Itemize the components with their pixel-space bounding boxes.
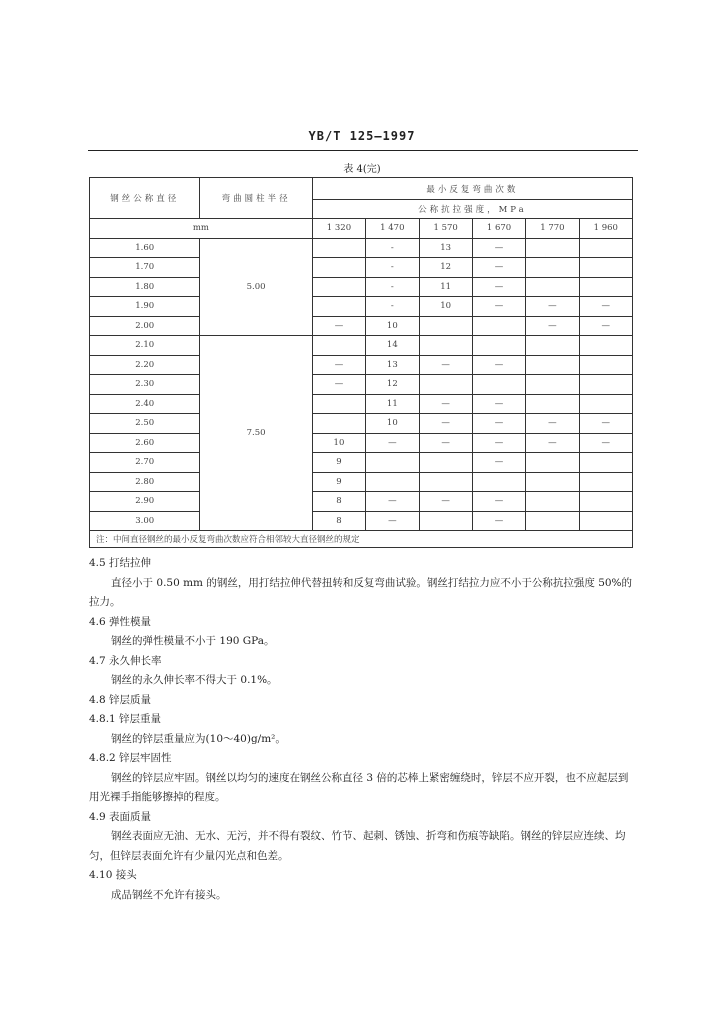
bend-test-table [89,177,633,548]
bend-count-cell [312,277,365,297]
bend-count-cell: 13 [419,238,472,258]
strength-header: 1 960 [579,219,632,239]
bend-count-cell: — [472,492,525,512]
bend-count-cell [419,472,472,492]
header-radius: 弯曲圆柱半径 [200,178,312,219]
header-bends: 最小反复弯曲次数 [312,178,632,200]
diameter-cell: 2.10 [90,336,200,356]
section-text: 钢丝的锌层应牢固。钢丝以均匀的速度在钢丝公称直径 3 倍的芯棒上紧密缠绕时，锌层不应开裂，也不应起层到用光裸手指能够擦掉的程度。 [89,771,629,803]
bend-count-cell: — [366,433,419,453]
bend-count-cell: — [419,492,472,512]
bend-count-cell [419,375,472,395]
bend-count-cell: — [472,414,525,434]
section-heading: 4.8.1 锌层重量 [89,713,162,725]
bend-count-cell: — [472,297,525,317]
diameter-cell: 2.60 [90,433,200,453]
bend-count-cell: 10 [366,414,419,434]
table-note: 注：中间直径钢丝的最小反复弯曲次数应符合相邻较大直径钢丝的规定 [90,531,633,548]
header-strength: 公称抗拉强度，MPa [312,200,632,219]
bend-count-cell [472,472,525,492]
bend-count-cell [579,453,632,473]
section-text: 钢丝的永久伸长率不得大于 0.1%。 [111,674,278,686]
section-text: 成品钢丝不允许有接头。 [111,888,227,901]
table-row [90,336,633,356]
bend-count-cell: 10 [312,433,365,453]
section-text: 钢丝的锌层重量应为(10～40)g/m²。 [111,732,286,745]
table-row [90,355,633,375]
bend-count-cell [419,453,472,473]
bend-count-cell [526,258,579,278]
bend-count-cell: — [472,277,525,297]
strength-header: 1 470 [366,219,419,239]
section-text: 直径小于 0.50 mm 的钢丝，用打结拉伸代替扭转和反复弯曲试验。钢丝打结拉力应不小于公称抗拉强度 50%的拉力。 [89,576,633,608]
bend-count-cell: 13 [366,355,419,375]
bend-count-cell: — [419,433,472,453]
table-unit-row [90,219,633,239]
bend-count-cell: — [366,492,419,512]
section-heading: 4.8.2 锌层牢固性 [89,752,172,764]
bend-count-cell [579,258,632,278]
bend-count-cell [579,277,632,297]
diameter-cell: 2.20 [90,355,200,375]
bend-count-cell: 11 [366,394,419,414]
bend-count-cell [312,238,365,258]
bend-count-cell: — [526,316,579,336]
bend-count-cell [312,414,365,434]
section-text: 钢丝的弹性模量不小于 190 GPa。 [111,635,275,647]
bend-count-cell [579,511,632,531]
bend-count-cell: — [472,258,525,278]
header-rule [88,150,638,151]
bend-count-cell [366,472,419,492]
table-row [90,472,633,492]
table-caption: 表 4(完) [343,164,381,175]
table-row [90,277,633,297]
diameter-cell: 2.00 [90,316,200,336]
bend-count-cell: 10 [419,297,472,317]
bend-count-cell: 11 [419,277,472,297]
bend-count-cell: — [419,414,472,434]
bend-count-cell: — [312,316,365,336]
section-heading: 4.7 永久伸长率 [89,654,162,667]
bend-count-cell [579,375,632,395]
bend-count-cell [419,316,472,336]
table-row [90,394,633,414]
bend-count-cell [579,394,632,414]
bend-count-cell: — [472,394,525,414]
standard-number: YB/T 125—1997 [308,129,416,143]
table-row [90,511,633,531]
bend-count-cell: — [419,355,472,375]
bend-count-cell [312,394,365,414]
strength-header: 1 770 [526,219,579,239]
bend-count-cell [526,511,579,531]
bend-count-cell [472,375,525,395]
diameter-cell: 1.60 [90,238,200,258]
bend-count-cell [312,336,365,356]
diameter-cell: 3.00 [90,511,200,531]
bend-count-cell: — [472,511,525,531]
bend-count-cell [526,453,579,473]
unit-label: mm [90,219,313,239]
table-row [90,492,633,512]
bend-count-cell [526,277,579,297]
bend-count-cell [312,297,365,317]
table-row [90,375,633,395]
bend-count-cell: — [526,414,579,434]
bend-count-cell [526,492,579,512]
bend-count-cell: - [366,277,419,297]
bend-count-cell [526,336,579,356]
bend-count-cell: 12 [366,375,419,395]
diameter-cell: 1.70 [90,258,200,278]
bend-count-cell: 9 [312,453,365,473]
table-row [90,297,633,317]
bend-count-cell: — [312,375,365,395]
bend-count-cell: — [579,433,632,453]
bend-count-cell [579,238,632,258]
bend-count-cell: — [579,316,632,336]
bend-count-cell: — [579,414,632,434]
strength-header: 1 570 [419,219,472,239]
bend-count-cell [579,336,632,356]
bend-count-cell: — [579,297,632,317]
table-row [90,316,633,336]
bend-count-cell [526,355,579,375]
table-row [90,238,633,258]
bend-count-cell: 8 [312,492,365,512]
bend-count-cell: 12 [419,258,472,278]
bend-count-cell: — [312,355,365,375]
diameter-cell: 2.30 [90,375,200,395]
bend-count-cell: — [419,394,472,414]
section-heading: 4.6 弹性模量 [89,615,152,628]
strength-header: 1 670 [472,219,525,239]
table-row [90,414,633,434]
bend-count-cell: — [366,511,419,531]
diameter-cell: 2.90 [90,492,200,512]
section-heading: 4.8 锌层质量 [89,693,152,706]
section-heading: 4.9 表面质量 [89,810,152,823]
bend-count-cell: — [526,433,579,453]
radius-cell: 5.00 [200,238,312,336]
bend-count-cell: - [366,238,419,258]
diameter-cell: 2.50 [90,414,200,434]
bend-count-cell [579,492,632,512]
table-row [90,453,633,473]
radius-cell: 7.50 [200,336,312,531]
bend-count-cell: — [472,433,525,453]
header-diameter: 钢丝公称直径 [90,178,200,219]
table-row [90,258,633,278]
bend-count-cell [472,336,525,356]
bend-count-cell [312,258,365,278]
bend-count-cell [526,394,579,414]
bend-count-cell: 10 [366,316,419,336]
table-note-row [90,531,633,548]
diameter-cell: 1.90 [90,297,200,317]
diameter-cell: 2.70 [90,453,200,473]
bend-count-cell [419,511,472,531]
bend-count-cell: — [526,297,579,317]
bend-count-cell: 9 [312,472,365,492]
bend-count-cell [579,355,632,375]
bend-count-cell [366,453,419,473]
bend-count-cell [472,316,525,336]
section-heading: 4.10 接头 [89,869,137,881]
bend-count-cell: — [472,238,525,258]
bend-count-cell: — [472,355,525,375]
document-body [89,554,634,905]
strength-header: 1 320 [312,219,365,239]
bend-count-cell: 8 [312,511,365,531]
diameter-cell: 2.40 [90,394,200,414]
bend-count-cell [526,238,579,258]
bend-count-cell: — [472,453,525,473]
diameter-cell: 1.80 [90,277,200,297]
bend-count-cell [526,472,579,492]
table-row [90,433,633,453]
bend-count-cell: - [366,258,419,278]
bend-count-cell [579,472,632,492]
bend-count-cell: - [366,297,419,317]
diameter-cell: 2.80 [90,472,200,492]
bend-count-cell: 14 [366,336,419,356]
bend-count-cell [526,375,579,395]
table-header-row [90,178,633,200]
bend-count-cell [419,336,472,356]
section-heading: 4.5 打结拉伸 [89,557,152,569]
section-text: 钢丝表面应无油、无水、无污，并不得有裂纹、竹节、起刺、锈蚀、折弯和伤痕等缺陷。钢丝的锌层应连续、均匀，但锌层表面允许有少量闪光点和色差。 [89,830,626,862]
